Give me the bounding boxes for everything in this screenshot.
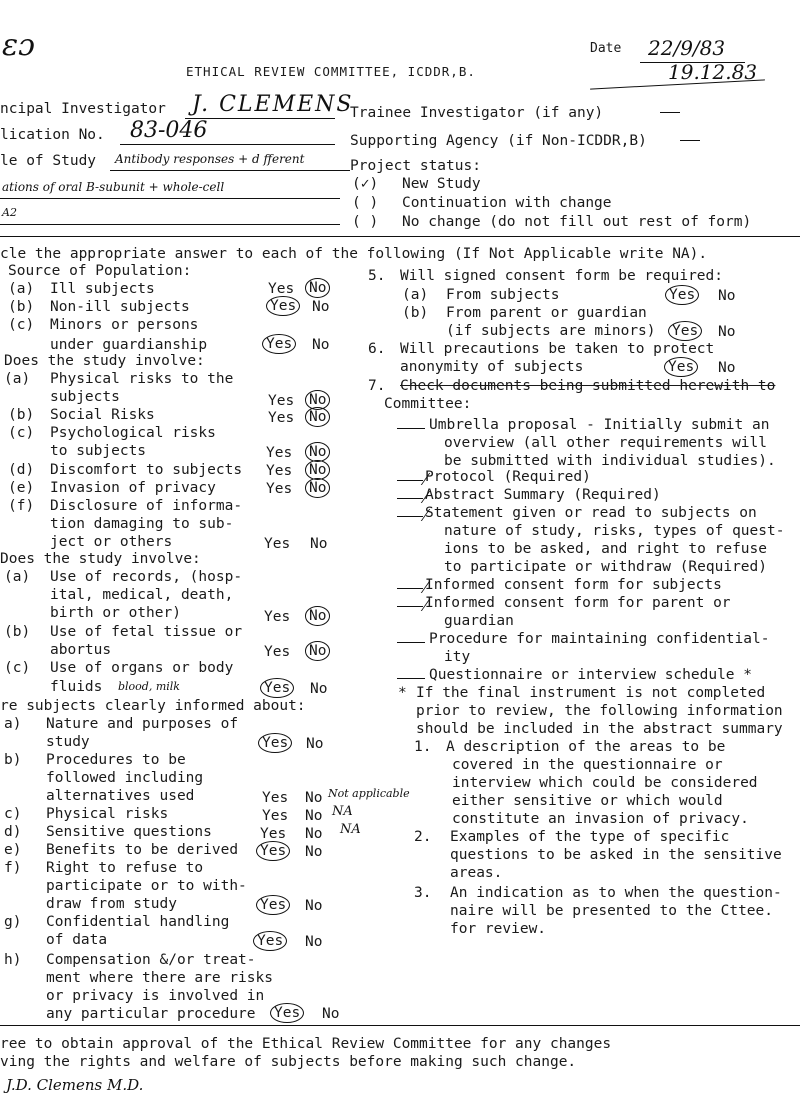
q2-a-text-1: Physical risks to the: [50, 371, 234, 387]
application-label: lication No.: [0, 127, 105, 143]
doc-umbrella-text-3: be submitted with individual studies).: [444, 453, 776, 469]
q3-c-handwritten-note: blood, milk: [118, 680, 180, 693]
q3-b-no-circled: No: [305, 641, 330, 661]
date-value-2: 19.12.83: [668, 60, 758, 84]
q4-h-yes-circled: Yes: [270, 1003, 304, 1023]
q6-no: No: [718, 360, 736, 376]
q4-h-text-4: any particular procedure: [46, 1006, 256, 1022]
q2-a-yes: Yes: [268, 393, 295, 409]
title-label: le of Study: [0, 153, 97, 169]
q4-g-text-1: Confidential handling: [46, 914, 230, 930]
q5-number: 5.: [368, 268, 386, 284]
project-status-label: Project status:: [350, 158, 481, 174]
q4-f-text-3: draw from study: [46, 896, 177, 912]
q2-d-yes: Yes: [266, 463, 293, 479]
q4-d-na-note: NA: [340, 822, 361, 837]
q1-b-key: (b): [8, 299, 35, 315]
q3-b-yes: Yes: [264, 644, 291, 660]
q4-g-no: No: [305, 934, 323, 950]
note3-text-2: naire will be presented to the Cttee.: [450, 903, 774, 919]
note2-text-3: areas.: [450, 865, 503, 881]
q3-c-key: (c): [4, 660, 31, 676]
q3-a-no-circled: No: [305, 606, 330, 626]
status-new-study: New Study: [402, 176, 481, 192]
q4-e-yes-circled: Yes: [256, 841, 290, 861]
q1-c-key: (c): [8, 317, 35, 333]
q1-b-no: No: [312, 299, 330, 315]
doc-statement: Statement given or read to subjects on: [397, 504, 757, 522]
q2-d-no-circled: No: [305, 460, 330, 480]
q4-b-no: No: [305, 790, 323, 806]
status-no-change: No change (do not fill out rest of form): [402, 214, 752, 230]
status-continuation: Continuation with change: [402, 195, 612, 211]
q4-g-text-2: of data: [46, 932, 108, 948]
q4-c-no: No: [305, 808, 323, 824]
q4-b-text-2: followed including: [46, 770, 204, 786]
q2-b-no-circled: No: [305, 407, 330, 427]
q4-e-no: No: [305, 844, 323, 860]
q3-a-key: (a): [4, 569, 31, 585]
q3-a-text-1: Use of records, (hosp-: [50, 569, 243, 585]
q3-a-yes: Yes: [264, 609, 291, 625]
q4-f-text-1: Right to refuse to: [46, 860, 204, 876]
q4-c-na-note: NA: [332, 804, 353, 819]
doc-protocol: Protocol (Required): [397, 468, 591, 486]
q1-a-no-circled: No: [305, 278, 330, 298]
q4-h-text-3: or privacy is involved in: [46, 988, 265, 1004]
q4-h-text-2: ment where there are risks: [46, 970, 273, 986]
check-mark-icon: [397, 516, 423, 517]
q4-b-text-3: alternatives used: [46, 788, 195, 804]
check-mark-icon: [397, 588, 423, 589]
q4-c-key: c): [4, 806, 22, 822]
doc-consent-guardian: Informed consent form for parent or: [397, 594, 731, 612]
q1-a-yes: Yes: [268, 281, 295, 297]
q6-text-1: Will precautions be taken to protect: [400, 341, 715, 357]
q2-f-no: No: [310, 536, 328, 552]
doc-statement-text-4: to participate or withdraw (Required): [444, 559, 768, 575]
doc-umbrella-text-1: Umbrella proposal - Initially submit an: [429, 417, 770, 433]
q4-b-handwritten-note: Not applicable: [328, 787, 410, 800]
q5-a-no: No: [718, 288, 736, 304]
agreement-line-2: ving the rights and welfare of subjects before making such change.: [0, 1054, 577, 1070]
q4-g-yes-circled: Yes: [253, 931, 287, 951]
q2-b-key: (b): [8, 407, 35, 423]
q2-e-no-circled: No: [305, 478, 330, 498]
q2-a-no-circled: No: [305, 390, 330, 410]
q2-a-key: (a): [4, 371, 31, 387]
title-value-2: ations of oral B-subunit + whole-cell: [2, 180, 225, 194]
pi-label: ncipal Investigator: [0, 101, 166, 117]
status-continuation-mark: ( ): [352, 195, 379, 211]
instruction-text: cle the appropriate answer to each of the following (If Not Applicable write NA).: [0, 246, 708, 262]
note1-text-5: constitute an invasion of privacy.: [452, 811, 749, 827]
q1-c-text-2: under guardianship: [50, 337, 208, 353]
q4-d-no: No: [305, 826, 323, 842]
doc-abstract: Abstract Summary (Required): [397, 486, 661, 504]
q5-b-text-2: (if subjects are minors): [446, 323, 656, 339]
q4-c-yes: Yes: [262, 808, 289, 824]
q4-b-yes: Yes: [262, 790, 289, 806]
q1-c-yes-circled: Yes: [262, 334, 296, 354]
date-label: Date: [590, 41, 622, 56]
q3-a-text-3: birth or other): [50, 605, 181, 621]
q2-c-yes: Yes: [266, 445, 293, 461]
agency-label: Supporting Agency (if Non-ICDDR,B): [350, 133, 647, 149]
q2-e-key: (e): [8, 480, 35, 496]
note3-text-3: for review.: [450, 921, 547, 937]
q4-f-no: No: [305, 898, 323, 914]
q4-a-no: No: [306, 736, 324, 752]
note1-text-1: A description of the areas to be: [446, 739, 726, 755]
title-value-3: A2: [2, 206, 17, 219]
note1-text-3: interview which could be considered: [452, 775, 758, 791]
q5-b-yes-circled: Yes: [668, 321, 702, 341]
q2-c-text-1: Psychological risks: [50, 425, 216, 441]
q1-c-no: No: [312, 337, 330, 353]
q4-h-no: No: [322, 1006, 340, 1022]
q5-a-yes-circled: Yes: [665, 285, 699, 305]
q3-heading: Does the study involve:: [0, 551, 201, 567]
q3-c-text-1: Use of organs or body: [50, 660, 234, 676]
doc-consent-subjects: Informed consent form for subjects: [397, 576, 722, 594]
q3-b-text-1: Use of fetal tissue or: [50, 624, 243, 640]
check-mark-icon: [397, 480, 423, 481]
note-text-2: prior to review, the following information: [416, 703, 783, 719]
q2-f-text-3: ject or others: [50, 534, 173, 550]
q2-d-text: Discomfort to subjects: [50, 462, 243, 478]
q5-a-text: From subjects: [446, 287, 560, 303]
q2-e-yes: Yes: [266, 481, 293, 497]
doc-confidentiality-text-1: Procedure for maintaining confidential-: [429, 631, 770, 647]
q1-heading: Source of Population:: [8, 263, 192, 279]
q1-c-text-1: Minors or persons: [50, 317, 199, 333]
q4-f-yes-circled: Yes: [256, 895, 290, 915]
q4-d-text: Sensitive questions: [46, 824, 212, 840]
application-value: 83-046: [130, 118, 208, 143]
committee-heading: ETHICAL REVIEW COMMITTEE, ICDDR,B.: [186, 64, 476, 79]
q4-d-yes: Yes: [260, 826, 287, 842]
q2-c-no-circled: No: [305, 442, 330, 462]
note2-number: 2.: [414, 829, 432, 845]
date-value: 22/9/83: [648, 36, 726, 60]
note1-text-4: either sensitive or which would: [452, 793, 723, 809]
q4-e-key: e): [4, 842, 22, 858]
q5-heading: Will signed consent form be required:: [400, 268, 724, 284]
q3-b-key: (b): [4, 624, 31, 640]
q2-heading: Does the study involve:: [4, 353, 205, 369]
doc-umbrella-text-2: overview (all other requirements will: [444, 435, 768, 451]
doc-consent-guardian-text-2: guardian: [444, 613, 514, 629]
note1-text-2: covered in the questionnaire or: [452, 757, 723, 773]
q4-g-key: g): [4, 914, 22, 930]
q4-e-text: Benefits to be derived: [46, 842, 239, 858]
note3-text-1: An indication as to when the question-: [450, 885, 782, 901]
check-mark-icon: [397, 498, 423, 499]
q3-b-text-2: abortus: [50, 642, 112, 658]
trainee-label: Trainee Investigator (if any): [350, 105, 604, 121]
note-text-3: should be included in the abstract summary: [416, 721, 783, 737]
q4-b-key: b): [4, 752, 22, 768]
q2-b-text: Social Risks: [50, 407, 155, 423]
q4-h-key: h): [4, 952, 22, 968]
q4-heading: re subjects clearly informed about:: [0, 698, 306, 714]
q6-text-2: anonymity of subjects: [400, 359, 584, 375]
q1-b-yes-circled: Yes: [266, 296, 300, 316]
q2-c-key: (c): [8, 425, 35, 441]
q6-number: 6.: [368, 341, 386, 357]
status-new-mark: (✓): [352, 176, 379, 192]
q2-f-key: (f): [8, 498, 35, 514]
note-text-1: If the final instrument is not completed: [416, 685, 766, 701]
q2-d-key: (d): [8, 462, 35, 478]
q1-a-text: Ill subjects: [50, 281, 155, 297]
doc-questionnaire: Questionnaire or interview schedule *: [429, 667, 753, 683]
q5-b-key: (b): [402, 305, 429, 321]
corner-scribble: ɛɔ: [2, 28, 35, 63]
q4-a-key: a): [4, 716, 22, 732]
q3-c-no: No: [310, 681, 328, 697]
signature: J.D. Clemens M.D.: [6, 1076, 144, 1094]
q5-b-no: No: [718, 324, 736, 340]
q4-a-text-2: study: [46, 734, 90, 750]
q7-text-1: Check documents being submitted herewith to: [400, 378, 776, 394]
q4-h-text-1: Compensation &/or treat-: [46, 952, 256, 968]
q7-number: 7.: [368, 378, 386, 394]
status-no-change-mark: ( ): [352, 214, 379, 230]
q3-c-yes-circled: Yes: [260, 678, 294, 698]
q2-c-text-2: to subjects: [50, 443, 147, 459]
q4-b-text-1: Procedures to be: [46, 752, 186, 768]
q4-d-key: d): [4, 824, 22, 840]
q3-a-text-2: ital, medical, death,: [50, 587, 234, 603]
q2-f-text-2: tion damaging to sub-: [50, 516, 234, 532]
q4-f-key: f): [4, 860, 22, 876]
q2-b-yes: Yes: [268, 410, 295, 426]
q2-e-text: Invasion of privacy: [50, 480, 216, 496]
doc-statement-text-3: ions to be asked, and right to refuse: [444, 541, 768, 557]
q5-b-text-1: From parent or guardian: [446, 305, 647, 321]
q1-b-text: Non-ill subjects: [50, 299, 190, 315]
q2-a-text-2: subjects: [50, 389, 120, 405]
q3-c-text-2: fluids: [50, 679, 103, 695]
check-mark-icon: [397, 606, 423, 607]
q4-c-text: Physical risks: [46, 806, 169, 822]
q5-a-key: (a): [402, 287, 429, 303]
q2-f-text-1: Disclosure of informa-: [50, 498, 243, 514]
note2-text-2: questions to be asked in the sensitive: [450, 847, 782, 863]
note2-text-1: Examples of the type of specific: [450, 829, 730, 845]
doc-statement-text-2: nature of study, risks, types of quest-: [444, 523, 785, 539]
note-asterisk: *: [398, 685, 407, 701]
agreement-line-1: ree to obtain approval of the Ethical Review Committee for any changes: [0, 1036, 612, 1052]
doc-confidentiality-text-2: ity: [444, 649, 471, 665]
q4-a-yes-circled: Yes: [258, 733, 292, 753]
q7-text-2: Committee:: [384, 396, 472, 412]
q1-a-key: (a): [8, 281, 35, 297]
pi-value: J. CLEMENS: [192, 92, 354, 117]
q4-f-text-2: participate or to with-: [46, 878, 247, 894]
q4-a-text-1: Nature and purposes of: [46, 716, 239, 732]
note3-number: 3.: [414, 885, 432, 901]
note1-number: 1.: [414, 739, 432, 755]
q6-yes-circled: Yes: [664, 357, 698, 377]
title-value-1: Antibody responses + d fferent: [115, 152, 305, 166]
q2-f-yes: Yes: [264, 536, 291, 552]
